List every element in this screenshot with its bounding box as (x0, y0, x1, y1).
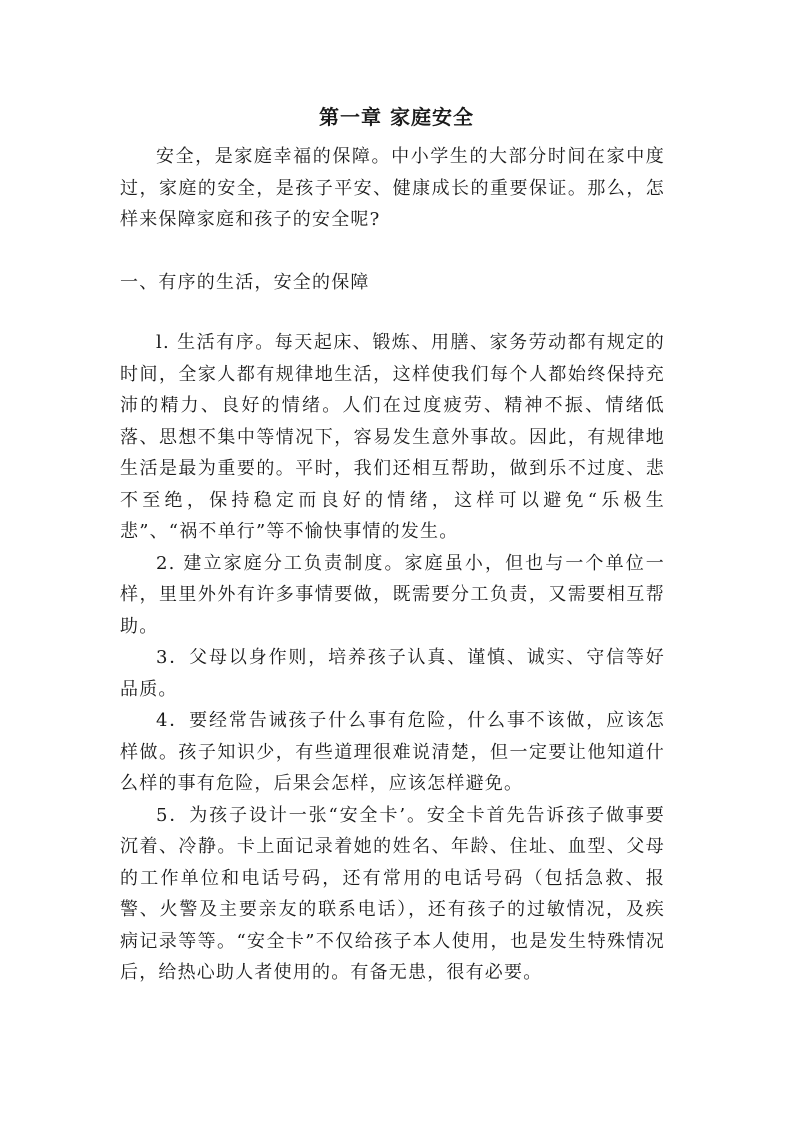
intro-paragraph: 安全，是家庭幸福的保障。中小学生的大部分时间在家中度过，家庭的安全，是孩子平安、健康成长的重要保证。那么，怎样来保障家庭和孩子的安全呢? (120, 146, 665, 230)
section-heading: 一、有序的生活，安全的保障 (120, 272, 370, 293)
intro-block (120, 141, 665, 236)
paragraph-4: 4．要经常告诫孩子什么事有危险，什么事不该做，应该怎样做。孩子知识少，有些道理很难说清楚，但一定要让他知道什么样的事有危险，后果会怎样，应该怎样避免。 (120, 710, 665, 794)
paragraph-2: 2. 建立家庭分工负责制度。家庭虽小，但也与一个单位一样，里里外外有许多事情要做，既需要分工负责，又需要相互帮助。 (120, 552, 665, 637)
section-body (120, 327, 665, 989)
paragraph-3: 3．父母以身作则，培养孩子认真、谨慎、诚实、守信等好品质。 (120, 647, 665, 700)
chapter-title: 第一章 家庭安全 (319, 105, 474, 129)
paragraph-5: 5．为孩子设计一张“安全卡’。安全卡首先告诉孩子做事要沉着、冷静。卡上面记录着她的姓名、年龄、住址、血型、父母的工作单位和电话号码，还有常用的电话号码（包括急救、报警、火警及主要亲友的联系电话），还有孩子的过敏情况，及疾病记录等等。“安全卡”不仅给孩子本人使用，也是发生特殊情况后，给热心助人者使用的。有备无患，很有必要。 (120, 804, 665, 983)
paragraph-1: l. 生活有序。每天起床、锻炼、用膳、家务劳动都有规定的时间，全家人都有规律地生活，这样使我们每个人都始终保持充沛的精力、良好的情绪。人们在过度疲劳、精神不振、情绪低落、思想不集中等情况下，容易发生意外事故。因此，有规律地生活是最为重要的。平时，我们还相互帮助，做到乐不过度、悲不至绝，保持稳定而良好的情绪，这样可以避免“乐极生悲”、“祸不单行”等不愉快事情的发生。 (120, 332, 665, 542)
